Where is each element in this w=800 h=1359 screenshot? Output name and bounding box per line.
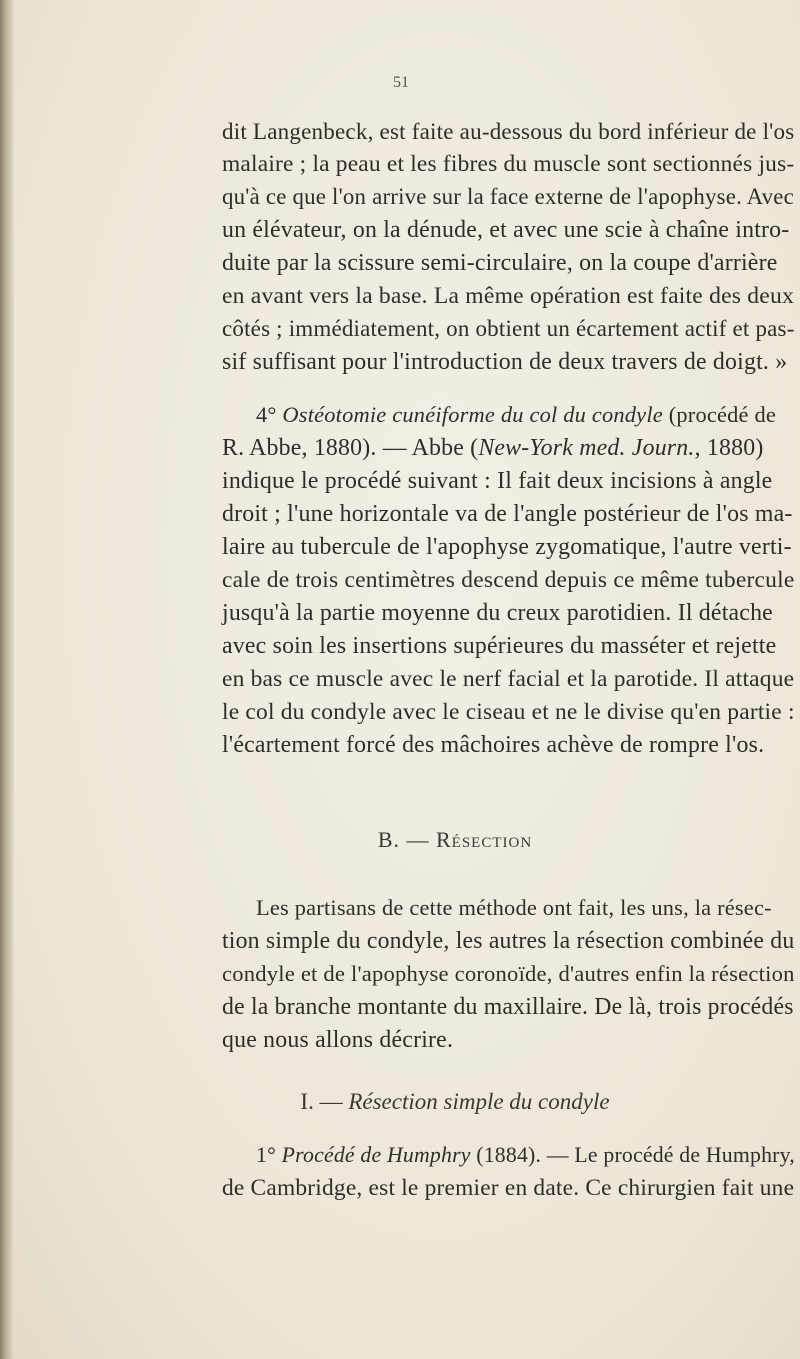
item-number: 4° — [256, 402, 277, 427]
text-fragment: , 1880) — [694, 435, 764, 461]
italic-reference: New-York med. Journ. — [478, 435, 695, 461]
section-heading — [0, 825, 800, 855]
text-line: jusqu'à la partie moyenne du creux parotidien. Il détache — [222, 600, 773, 626]
book-binding-edge — [0, 0, 14, 1359]
text-line: avec soin les insertions supérieures du masséter et rejette — [222, 633, 777, 659]
item-number: 1° — [256, 1143, 276, 1167]
text-line: cale de trois centimètres descend depuis ce même tubercule — [222, 567, 795, 593]
text-fragment: (1884). — Le procédé de Humphry, — [476, 1143, 795, 1167]
text-line: condyle et de l'apophyse coronoïde, d'autres enfin la résection — [222, 961, 795, 986]
text-line: Les partisans de cette méthode ont fait, les uns, la résec- — [256, 895, 772, 920]
text-line: de la branche montante du maxillaire. De là, trois procédés — [222, 994, 794, 1020]
text-line: en bas ce muscle avec le nerf facial et la parotide. Il attaque — [222, 666, 795, 692]
text-line: sif suffisant pour l'introduction de deux travers de doigt. » — [222, 349, 788, 375]
text-line: tion simple du condyle, les autres la résection combinée du — [222, 928, 795, 954]
text-line: l'écartement forcé des mâchoires achève de rompre l'os. — [222, 732, 765, 758]
subsection-heading — [0, 1087, 800, 1117]
text-line: en avant vers la base. La même opération est faite des deux — [222, 283, 795, 309]
text-fragment: (procédé de — [668, 402, 777, 427]
heading-title: Résection — [436, 827, 533, 852]
page-number: 51 — [393, 74, 409, 91]
text-line: duite par la scissure semi-circulaire, on la coupe d'arrière — [222, 250, 778, 276]
heading-prefix: I. — — [300, 1089, 343, 1114]
text-line: côtés ; immédiatement, on obtient un écartement actif et pas- — [222, 316, 795, 341]
text-fragment: R. Abbe, 1880). — Abbe ( — [222, 435, 479, 461]
text-line: dit Langenbeck, est faite au-dessous du bord inférieur de l'os — [222, 118, 795, 144]
text-line: de Cambridge, est le premier en date. Ce chirurgien fait une — [222, 1175, 795, 1201]
italic-title: Ostéotomie cunéiforme du col du condyle — [282, 402, 663, 427]
heading-prefix: B. — — [377, 827, 430, 852]
text-line: un élévateur, on la dénude, et avec une scie à chaîne intro- — [222, 217, 790, 243]
text-line-first — [256, 1140, 800, 1170]
text-line: que nous allons décrire. — [222, 1027, 454, 1053]
text-line: malaire ; la peau et les fibres du muscle sont sectionnés jus- — [222, 151, 795, 177]
text-line: le col du condyle avec le ciseau et ne le divise qu'en partie : — [222, 699, 795, 725]
text-line-first — [256, 400, 800, 430]
heading-title: Résection simple du condyle — [348, 1089, 610, 1114]
text-line: droit ; l'une horizontale va de l'angle postérieur de l'os ma- — [222, 501, 793, 527]
text-line: indique le procédé suivant : Il fait deux incisions à angle — [222, 468, 773, 494]
text-line: laire au tubercule de l'apophyse zygomatique, l'autre verti- — [222, 534, 792, 560]
italic-title: Procédé de Humphry — [281, 1143, 471, 1167]
text-line — [222, 433, 798, 463]
text-line: qu'à ce que l'on arrive sur la face externe de l'apophyse. Avec — [222, 184, 795, 209]
